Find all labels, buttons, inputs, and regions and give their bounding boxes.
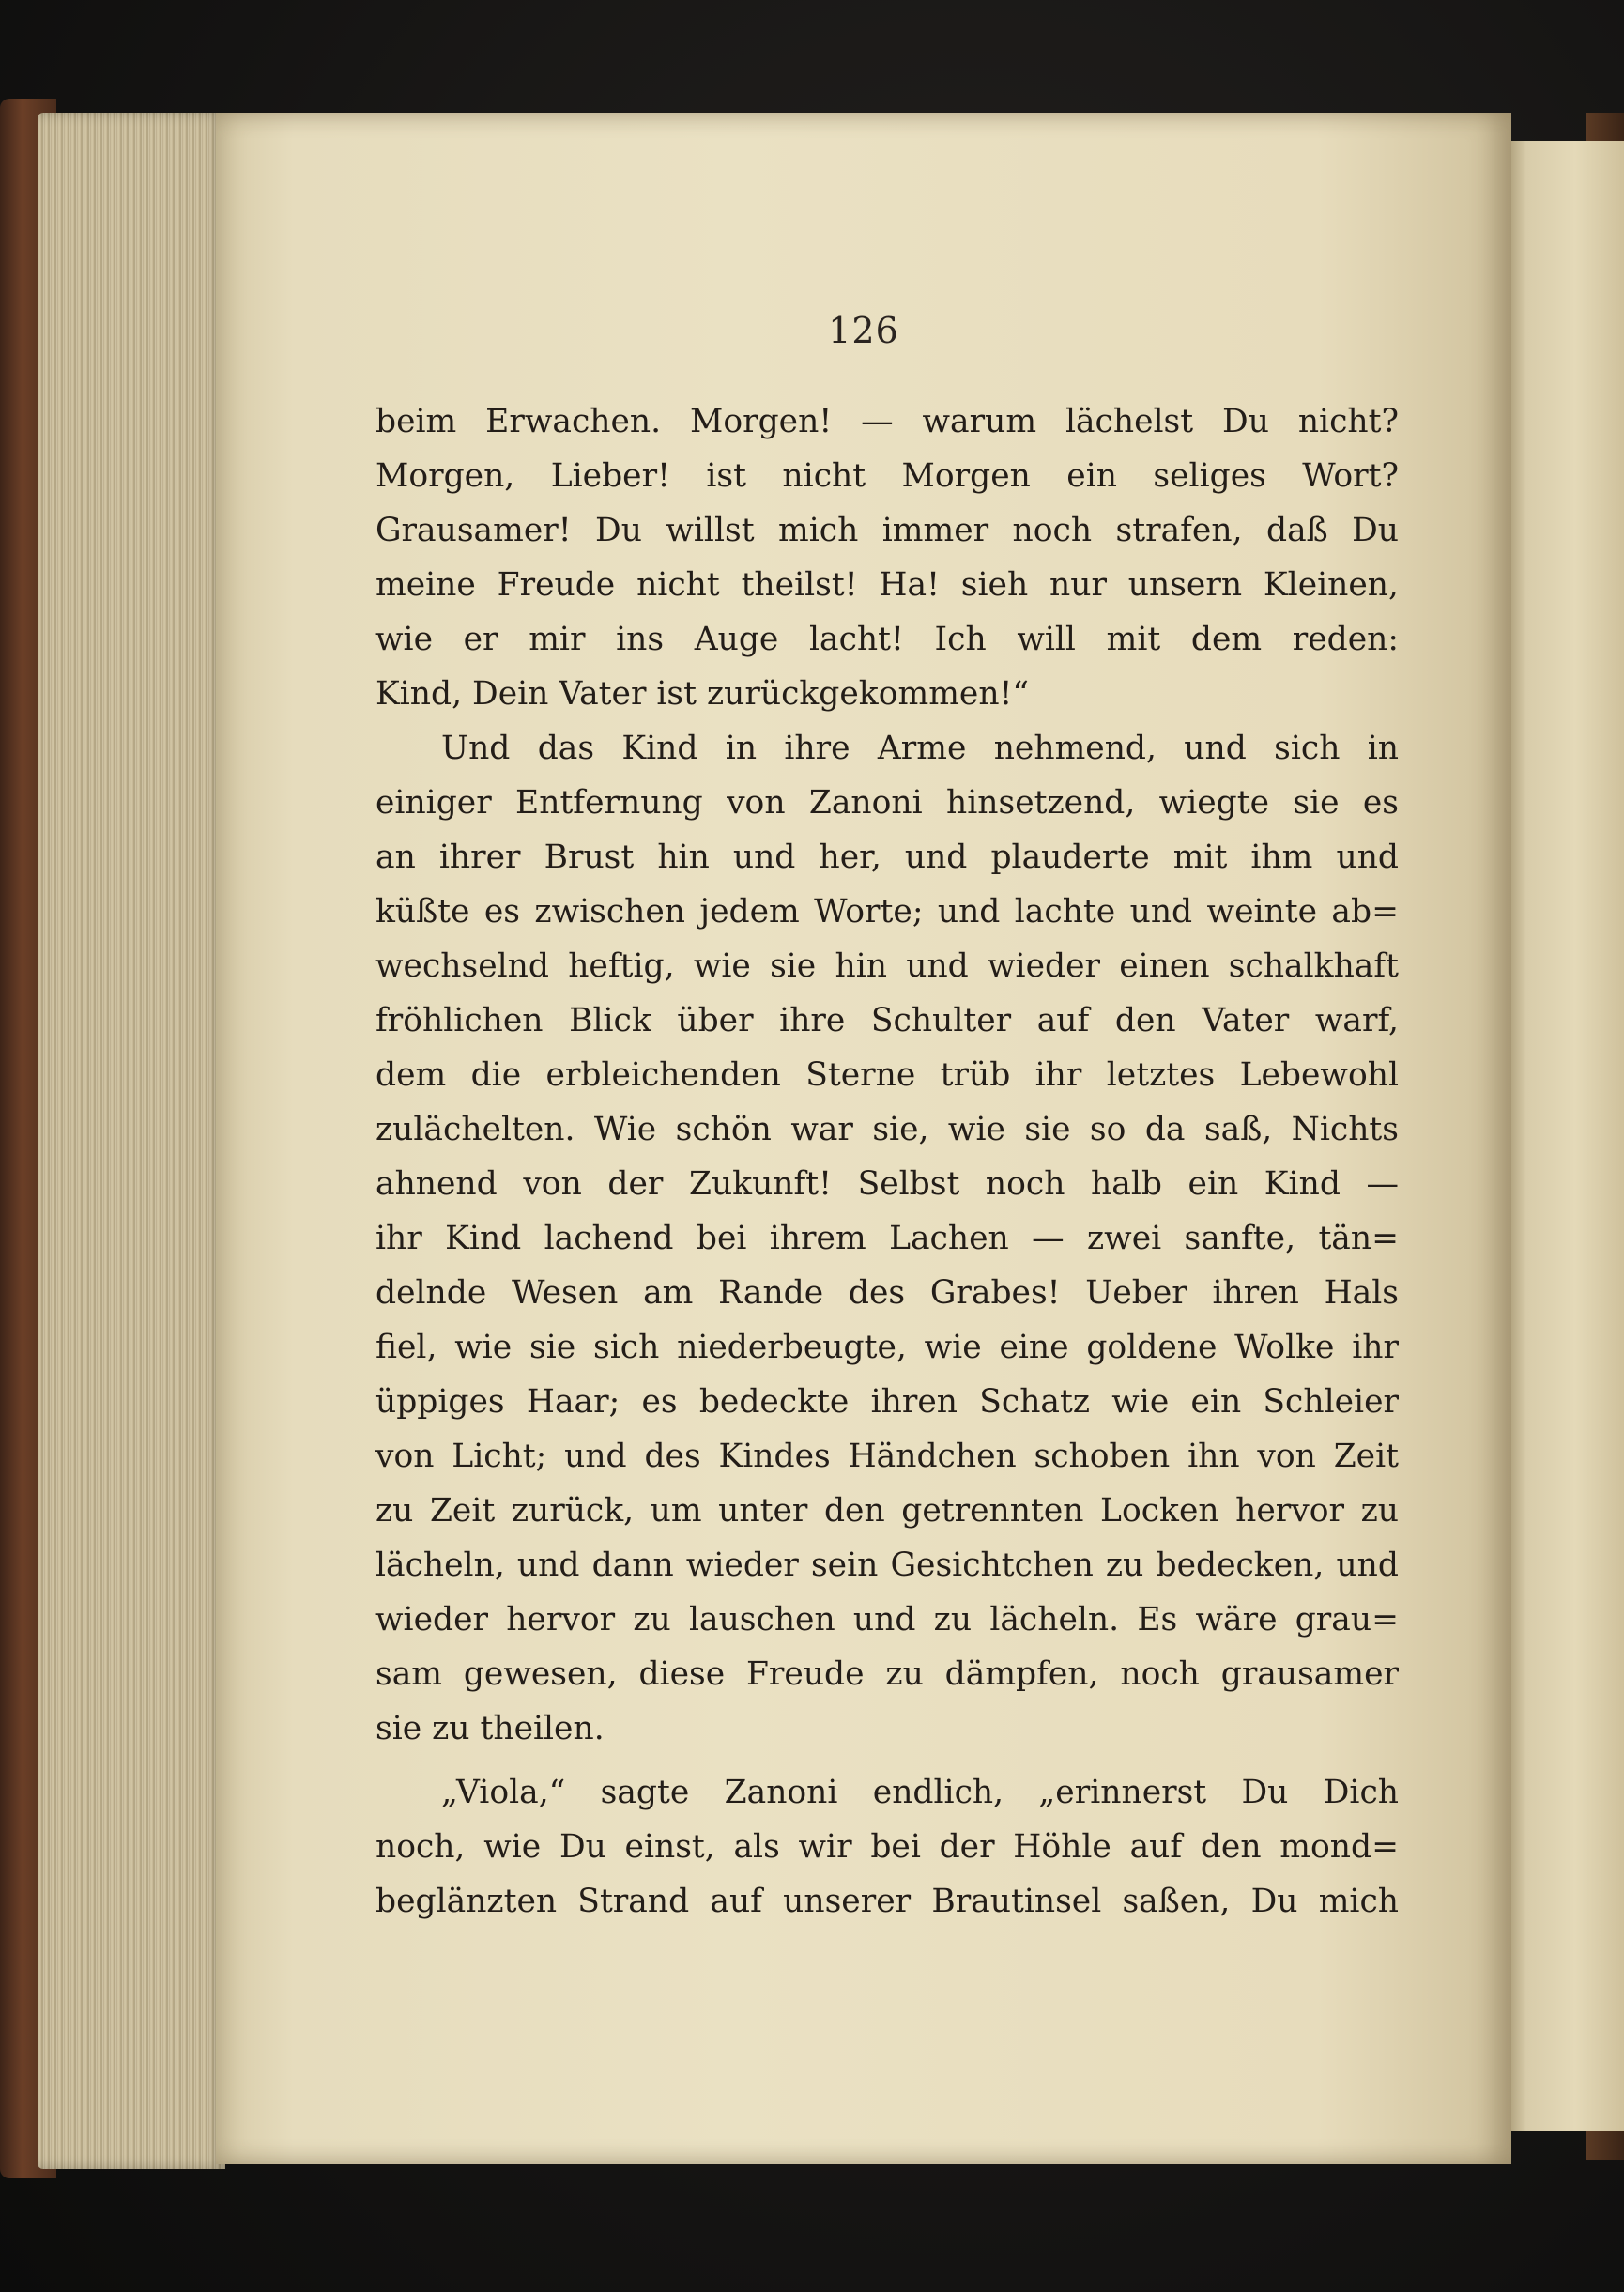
text-line: beim Erwachen. Morgen! — warum lächelst Du nicht? [375,403,1399,440]
text-line: fiel, wie sie sich niederbeugte, wie eine goldene Wolke ihr [375,1329,1399,1366]
page-edge-stack [38,113,225,2169]
text-line: Und das Kind in ihre Arme nehmend, und sich in [441,730,1399,767]
text-line: wieder hervor zu lauschen und zu lächeln. Es wäre grau= [375,1601,1399,1638]
text-line: von Licht; und des Kindes Händchen schoben ihn von Zeit [375,1438,1399,1475]
page-number: 126 [828,310,899,351]
text-line: noch, wie Du einst, als wir bei der Höhle auf den mond= [375,1828,1399,1866]
text-line: ihr Kind lachend bei ihrem Lachen — zwei sanfte, tän= [375,1220,1399,1257]
text-line: Kind, Dein Vater ist zurückgekommen!“ [375,675,1030,713]
text-line: küßte es zwischen jedem Worte; und lachte und weinte ab= [375,893,1399,931]
text-line: wie er mir ins Auge lacht! Ich will mit dem reden: [375,621,1399,658]
text-line: delnde Wesen am Rande des Grabes! Ueber ihren Hals [375,1274,1399,1312]
paragraph-gap [375,1756,1399,1765]
text-line: sam gewesen, diese Freude zu dämpfen, noch grausamer [375,1655,1399,1693]
book-page [216,113,1511,2164]
text-line: zulächelten. Wie schön war sie, wie sie so da saß, Nichts [375,1111,1399,1148]
text-line: einiger Entfernung von Zanoni hinsetzend, wiegte sie es [375,784,1399,822]
text-line: lächeln, und dann wieder sein Gesichtchen zu bedecken, und [375,1546,1399,1584]
text-line: fröhlichen Blick über ihre Schulter auf den Vater warf, [375,1002,1399,1039]
text-line: an ihrer Brust hin und her, und plauderte mit ihm und [375,838,1399,876]
text-line: „Viola,“ sagte Zanoni endlich, „erinnerst Du Dich [441,1774,1399,1811]
text-line: Morgen, Lieber! ist nicht Morgen ein seliges Wort? [375,457,1399,495]
text-line: Grausamer! Du willst mich immer noch strafen, daß Du [375,512,1399,549]
text-line: wechselnd heftig, wie sie hin und wieder einen schalkhaft [375,947,1399,985]
text-line: ahnend von der Zukunft! Selbst noch halb ein Kind — [375,1165,1399,1203]
text-line: meine Freude nicht theilst! Ha! sieh nur unsern Kleinen, [375,566,1399,604]
body-text [375,394,1399,1929]
text-line: beglänzten Strand auf unserer Brautinsel saßen, Du mich [375,1883,1399,1920]
text-line: dem die erbleichenden Sterne trüb ihr letztes Lebewohl [375,1056,1399,1094]
text-line: zu Zeit zurück, um unter den getrennten Locken hervor zu [375,1492,1399,1530]
text-line: sie zu theilen. [375,1710,605,1747]
text-line: üppiges Haar; es bedeckte ihren Schatz wie ein Schleier [375,1383,1399,1421]
facing-page [1502,141,1624,2131]
